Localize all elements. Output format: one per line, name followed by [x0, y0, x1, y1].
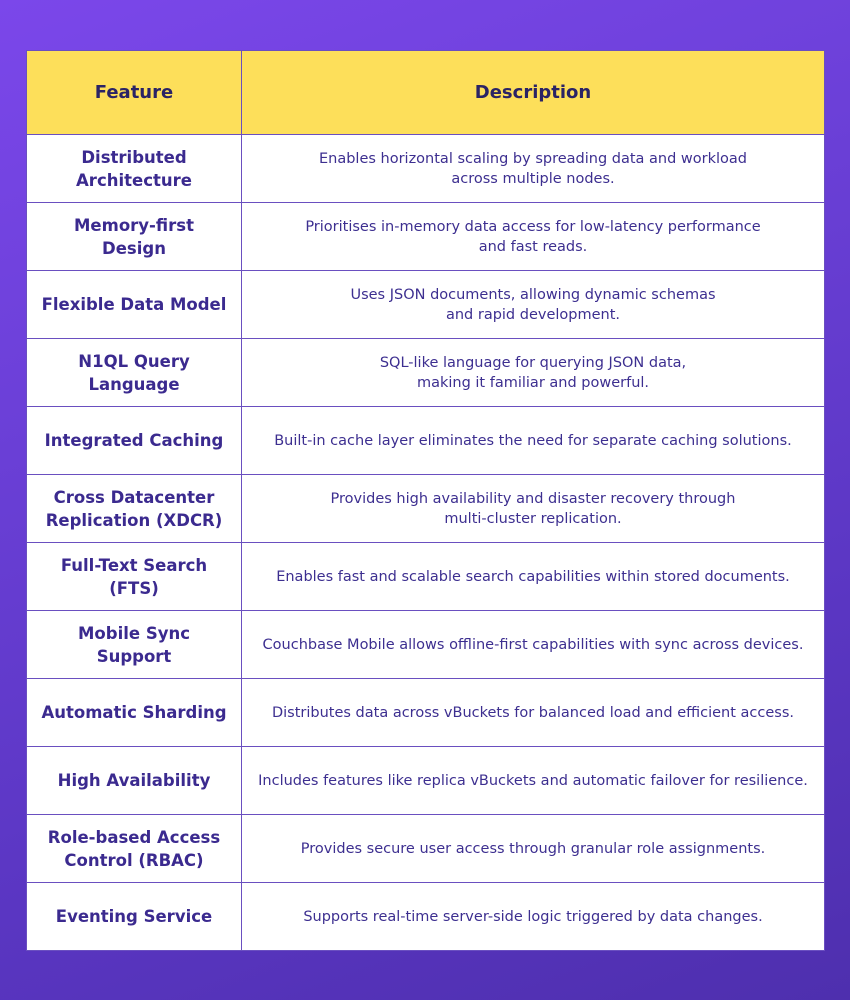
table-row — [27, 271, 825, 339]
table-row — [27, 815, 825, 883]
description-column-header: Description — [242, 51, 825, 135]
feature-column-header: Feature — [27, 51, 242, 135]
feature-cell: Memory-first Design — [27, 203, 242, 271]
description-cell: Couchbase Mobile allows offline-first capabilities with sync across devices. — [242, 611, 825, 679]
feature-cell: Full-Text Search (FTS) — [27, 543, 242, 611]
table-row — [27, 407, 825, 475]
feature-cell: N1QL Query Language — [27, 339, 242, 407]
table-row — [27, 611, 825, 679]
table-header — [27, 51, 825, 135]
description-cell: Distributes data across vBuckets for balanced load and efficient access. — [242, 679, 825, 747]
feature-table-container — [26, 50, 824, 951]
table-row — [27, 883, 825, 951]
feature-cell: High Availability — [27, 747, 242, 815]
description-cell: Provides secure user access through granular role assignments. — [242, 815, 825, 883]
feature-cell: Distributed Architecture — [27, 135, 242, 203]
table-row — [27, 475, 825, 543]
table-row — [27, 339, 825, 407]
description-cell: Enables fast and scalable search capabilities within stored documents. — [242, 543, 825, 611]
table-row — [27, 543, 825, 611]
table-body — [27, 135, 825, 951]
header-row — [27, 51, 825, 135]
description-cell: Enables horizontal scaling by spreading data and workload across multiple nodes. — [242, 135, 825, 203]
description-cell: Built-in cache layer eliminates the need for separate caching solutions. — [242, 407, 825, 475]
feature-table — [26, 50, 825, 951]
feature-cell: Automatic Sharding — [27, 679, 242, 747]
feature-cell: Cross Datacenter Replication (XDCR) — [27, 475, 242, 543]
feature-cell: Eventing Service — [27, 883, 242, 951]
description-cell: Includes features like replica vBuckets and automatic failover for resilience. — [242, 747, 825, 815]
table-row — [27, 203, 825, 271]
table-row — [27, 679, 825, 747]
description-cell: Uses JSON documents, allowing dynamic schemas and rapid development. — [242, 271, 825, 339]
table-row — [27, 135, 825, 203]
feature-cell: Role-based Access Control (RBAC) — [27, 815, 242, 883]
feature-cell: Flexible Data Model — [27, 271, 242, 339]
table-row — [27, 747, 825, 815]
description-cell: Supports real-time server-side logic triggered by data changes. — [242, 883, 825, 951]
feature-cell: Mobile Sync Support — [27, 611, 242, 679]
description-cell: SQL-like language for querying JSON data, making it familiar and powerful. — [242, 339, 825, 407]
description-cell: Prioritises in-memory data access for low-latency performance and fast reads. — [242, 203, 825, 271]
feature-cell: Integrated Caching — [27, 407, 242, 475]
description-cell: Provides high availability and disaster recovery through multi-cluster replication. — [242, 475, 825, 543]
